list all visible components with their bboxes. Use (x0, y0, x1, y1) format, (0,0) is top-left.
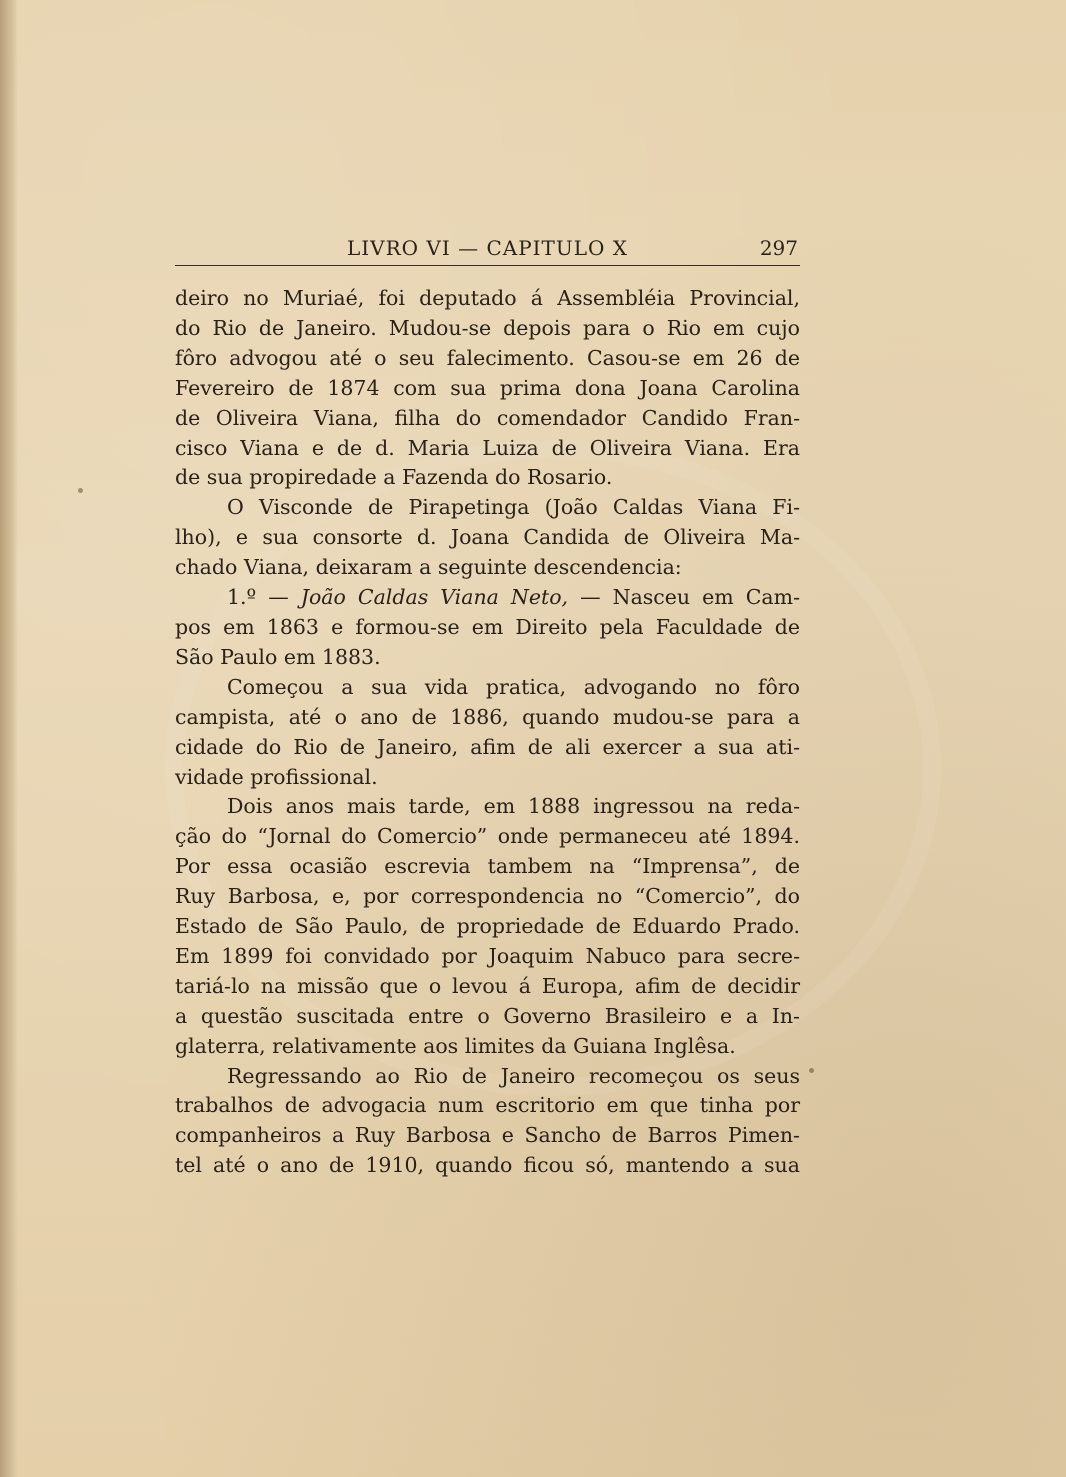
body-text (175, 284, 800, 1181)
descendant-entry-line (175, 583, 800, 613)
text-line: trabalhos de advogacia num escritorio em que tinha por (175, 1093, 800, 1118)
text-line: de Oliveira Viana, filha do comendador Candido Fran- (175, 405, 800, 430)
text-line: pos em 1863 e formou-se em Direito pela Faculdade de (175, 614, 800, 639)
text-line: de sua propiredade a Fazenda do Rosario. (175, 465, 613, 490)
text-line: lho), e sua consorte d. Joana Candida de Oliveira Ma- (175, 525, 800, 550)
text-line: Em 1899 foi convidado por Joaquim Nabuco para secre- (175, 943, 800, 968)
text-line: cisco Viana e de d. Maria Luiza de Oliveira Viana. Era (175, 435, 800, 460)
text-line: campista, até o ano de 1886, quando mudou-se para a (175, 704, 800, 729)
page-left-edge-shadow (0, 0, 18, 1477)
text-line: tariá-lo na missão que o levou á Europa, afim de decidir (175, 973, 800, 998)
text-line: cidade do Rio de Janeiro, afim de ali exercer a sua ati- (175, 734, 800, 759)
text-line: Começou a sua vida pratica, advogando no fôro (227, 674, 800, 699)
page-header (175, 236, 800, 266)
text-line: a questão suscitada entre o Governo Brasileiro e a In- (175, 1003, 800, 1028)
paper-speck (809, 1068, 814, 1073)
text-line: São Paulo em 1883. (175, 644, 381, 669)
text-line: fôro advogou até o seu falecimento. Casou-se em 26 de (175, 345, 800, 370)
text-line: chado Viana, deixaram a seguinte descendencia: (175, 555, 682, 580)
text-line: Estado de São Paulo, de propriedade de Eduardo Prado. (175, 914, 800, 939)
text-line: Dois anos mais tarde, em 1888 ingressou na reda- (227, 794, 800, 819)
entry-number: 1.º — (227, 585, 289, 610)
text-line: tel até o ano de 1910, quando ficou só, mantendo a sua (175, 1153, 800, 1178)
entry-text: — Nasceu em Cam- (580, 585, 800, 610)
text-line: do Rio de Janeiro. Mudou-se depois para o Rio em cujo (175, 315, 800, 340)
text-line: Regressando ao Rio de Janeiro recomeçou os seus (227, 1063, 800, 1088)
text-line: companheiros a Ruy Barbosa e Sancho de Barros Pimen- (175, 1123, 800, 1148)
paper-speck (78, 488, 83, 493)
header-rule (175, 265, 800, 266)
descendant-name: João Caldas Viana Neto, (300, 585, 569, 610)
text-line: O Visconde de Pirapetinga (João Caldas Viana Fi- (227, 495, 800, 520)
text-line: Ruy Barbosa, e, por correspondencia no “Comercio”, do (175, 884, 800, 909)
text-line: vidade profissional. (175, 764, 378, 789)
running-head: LIVRO VI — CAPITULO X (346, 236, 629, 260)
text-line: glaterra, relativamente aos limites da Guiana Inglêsa. (175, 1033, 736, 1058)
text-line: Por essa ocasião escrevia tambem na “Imprensa”, de (175, 854, 800, 879)
text-line: deiro no Muriaé, foi deputado á Assembléia Provincial, (175, 286, 800, 310)
text-line: Fevereiro de 1874 com sua prima dona Joana Carolina (175, 375, 800, 400)
text-line: ção do “Jornal do Comercio” onde permaneceu até 1894. (175, 824, 800, 849)
page-number: 297 (759, 236, 798, 260)
